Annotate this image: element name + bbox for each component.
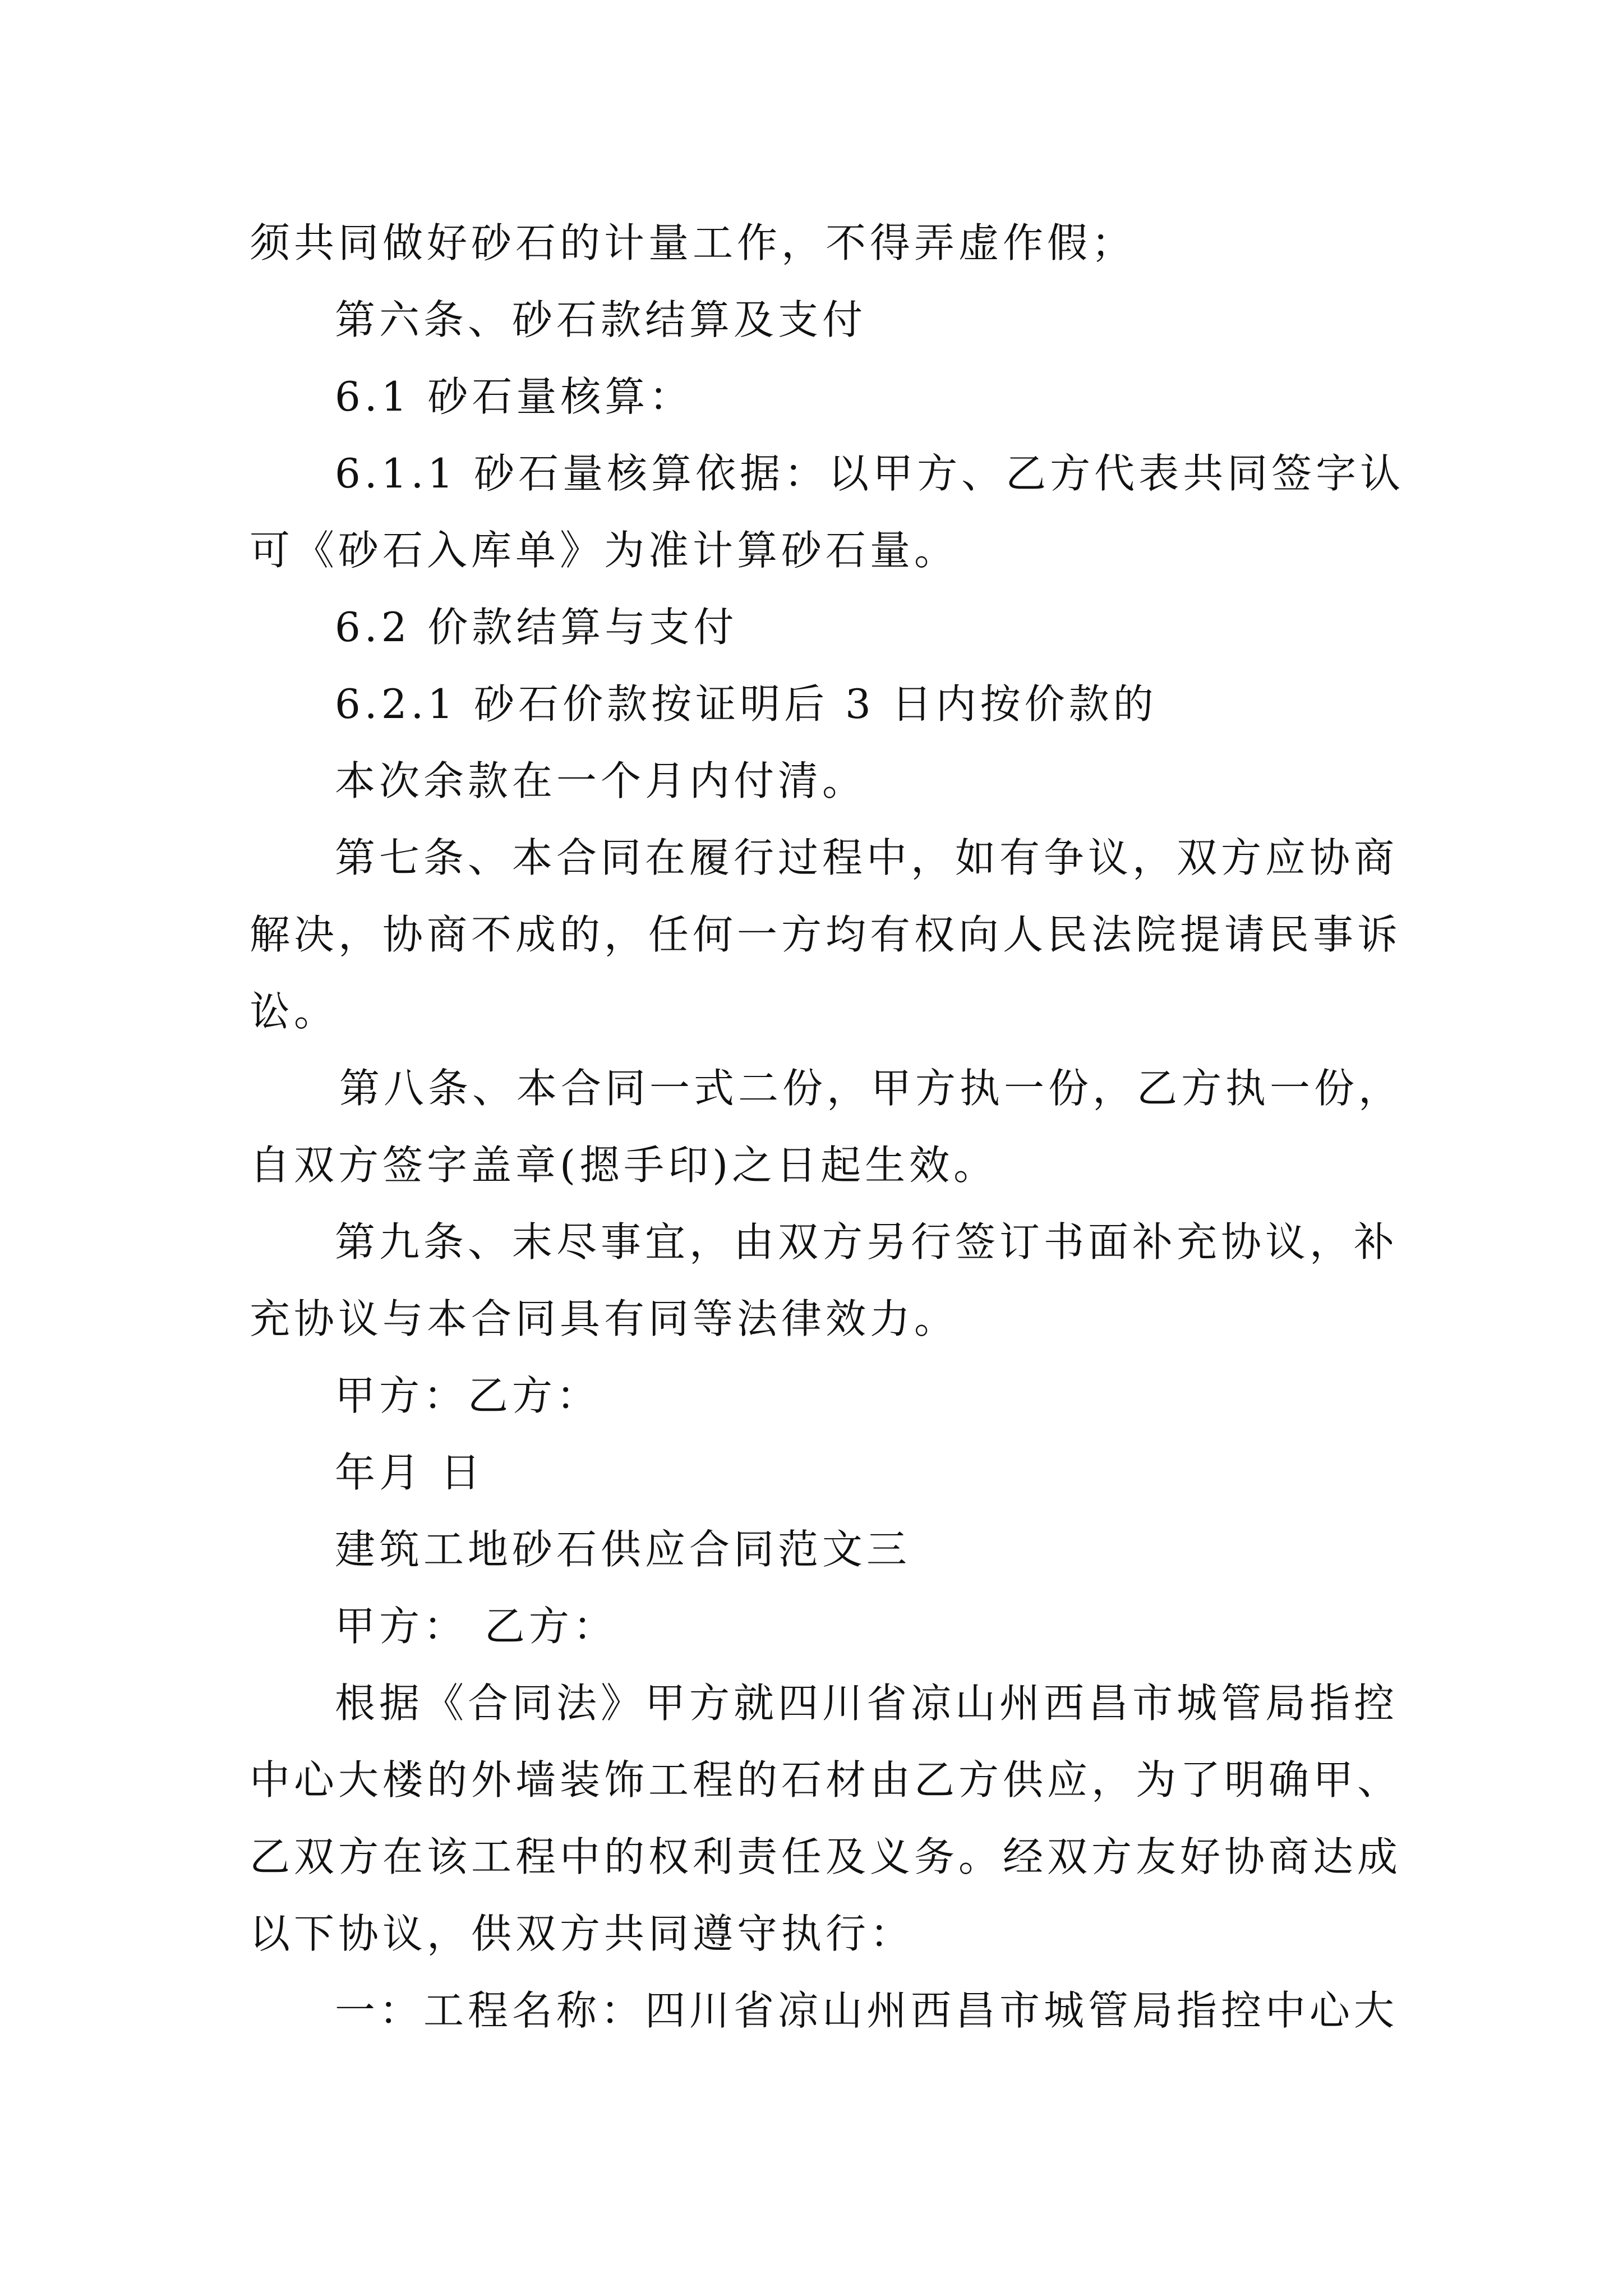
- clause-6-1-1: 6.1.1 砂石量核算依据：以甲方、乙方代表共同签字认: [335, 450, 1405, 497]
- contract-text: [250, 205, 1405, 2049]
- text-line: 充协议与本合同具有同等法律效力。: [250, 1295, 959, 1342]
- text-line: 自双方签字盖章(摁手印)之日起生效。: [250, 1142, 998, 1189]
- text-line: 讼。: [250, 988, 339, 1035]
- project-name-clause: 一：工程名称：四川省凉山州西昌市城管局指控中心大: [335, 1987, 1399, 2034]
- clause-6-1: 6.1 砂石量核算：: [335, 373, 694, 420]
- text-line: 可《砂石入库单》为准计算砂石量。: [250, 527, 959, 574]
- section-8: 第八条、本合同一式二份，甲方执一份，乙方执一份，: [339, 1065, 1403, 1112]
- section-heading-6: 第六条、砂石款结算及支付: [335, 296, 867, 343]
- preamble: 根据《合同法》甲方就四川省凉山州西昌市城管局指控: [335, 1680, 1399, 1727]
- party-line: 甲方： 乙方：: [335, 1603, 617, 1650]
- section-7: 第七条、本合同在履行过程中，如有争议，双方应协商: [335, 834, 1399, 881]
- party-signature-line: 甲方：乙方：: [335, 1372, 601, 1419]
- text-line: 解决，协商不成的，任何一方均有权向人民法院提请民事诉: [250, 911, 1402, 958]
- section-9: 第九条、末尽事宜，由双方另行签订书面补充协议，补: [335, 1218, 1399, 1266]
- text-line: 乙双方在该工程中的权利责任及义务。经双方友好协商达成: [250, 1833, 1402, 1880]
- text-line: 须共同做好砂石的计量工作，不得弄虚作假；: [250, 219, 1136, 266]
- document-title: 建筑工地砂石供应合同范文三: [335, 1526, 911, 1573]
- text-line: 本次余款在一个月内付清。: [335, 757, 867, 804]
- date-line: 年月 日: [335, 1449, 485, 1496]
- text-line: 中心大楼的外墙装饰工程的石材由乙方供应，为了明确甲、: [250, 1756, 1402, 1803]
- clause-6-2-1: 6.2.1 砂石价款按证明后 3 日内按价款的: [335, 680, 1158, 728]
- text-line: 以下协议，供双方共同遵守执行：: [250, 1910, 915, 1957]
- clause-6-2: 6.2 价款结算与支付: [335, 604, 738, 651]
